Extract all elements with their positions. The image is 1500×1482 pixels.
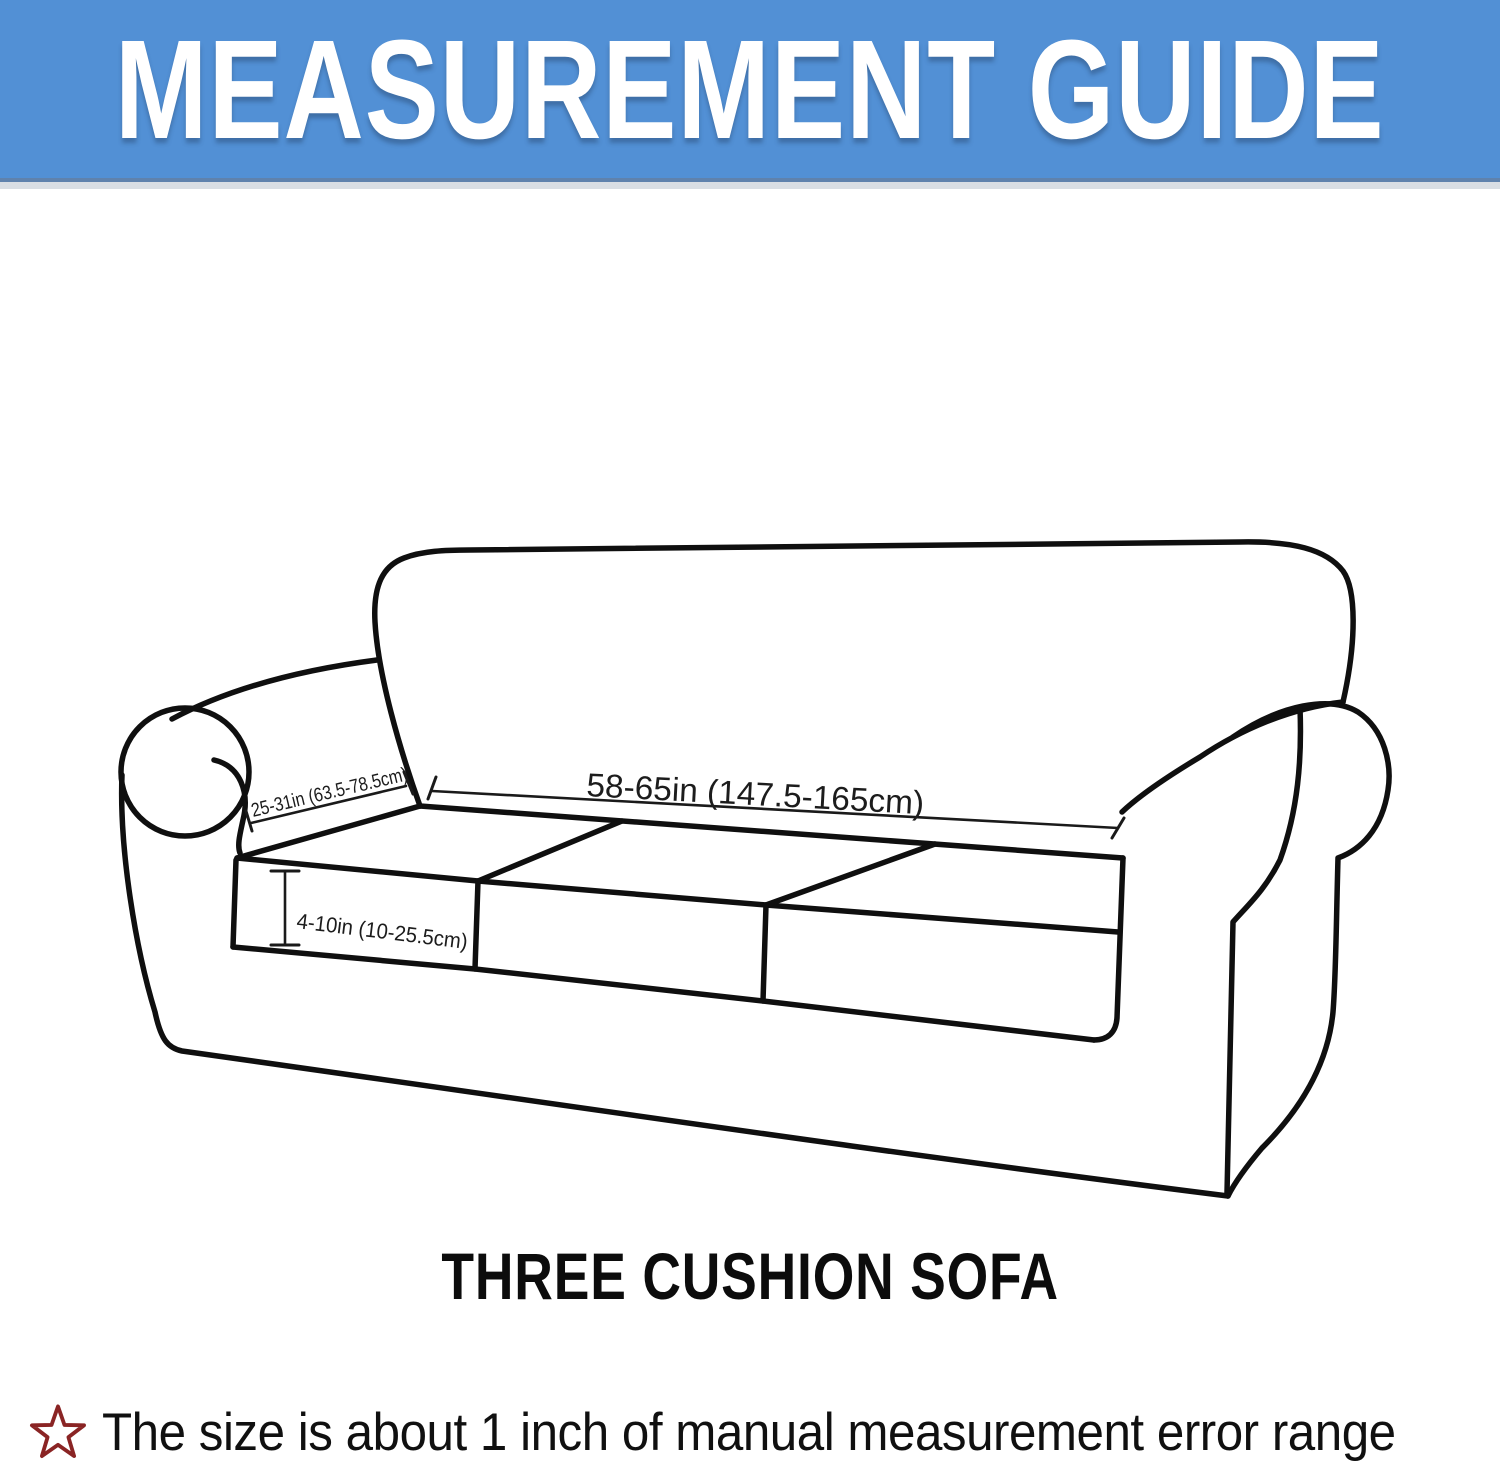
- cushion-front-left-edge: [233, 860, 236, 947]
- seat-right-edge: [1094, 858, 1123, 1040]
- width-start-tick: [428, 777, 436, 799]
- cushion-divider-2-top: [766, 844, 935, 905]
- sofa-outline: [121, 542, 1389, 1196]
- cushion-divider-1-top: [478, 821, 622, 881]
- cushion-bottom-edge: [233, 947, 1094, 1040]
- star-icon: [26, 1400, 90, 1464]
- right-arm-top-sweep: [1122, 702, 1343, 812]
- footnote: [26, 1400, 1486, 1464]
- cushion-divider-2-front: [763, 905, 766, 1001]
- cushion-divider-1-front: [475, 881, 478, 969]
- diagram-caption: [0, 1238, 1500, 1314]
- page-title: MEASUREMENT GUIDE: [115, 9, 1385, 168]
- arm-depth-measurement-label: 25-31in (63.5-78.5cm): [249, 755, 441, 822]
- arm-depth-start-tick: [246, 811, 252, 831]
- sofa-skirt-outline: [122, 775, 1228, 1196]
- width-measurement-label: 58-65in (147.5-165cm): [585, 766, 921, 822]
- right-arm-roll-and-side: [1228, 704, 1389, 1196]
- footnote-text: The size is about 1 inch of manual measurement error range: [102, 1402, 1396, 1462]
- diagram-caption-text: THREE CUSHION SOFA: [441, 1239, 1059, 1313]
- measurement-annotations: [246, 755, 1124, 956]
- left-arm-scroll: [121, 708, 249, 836]
- seat-rear-edge: [420, 806, 1123, 858]
- sofa-back-outline: [375, 542, 1353, 806]
- cushion-height-measurement-label: 4-10in (10-25.5cm): [295, 909, 479, 956]
